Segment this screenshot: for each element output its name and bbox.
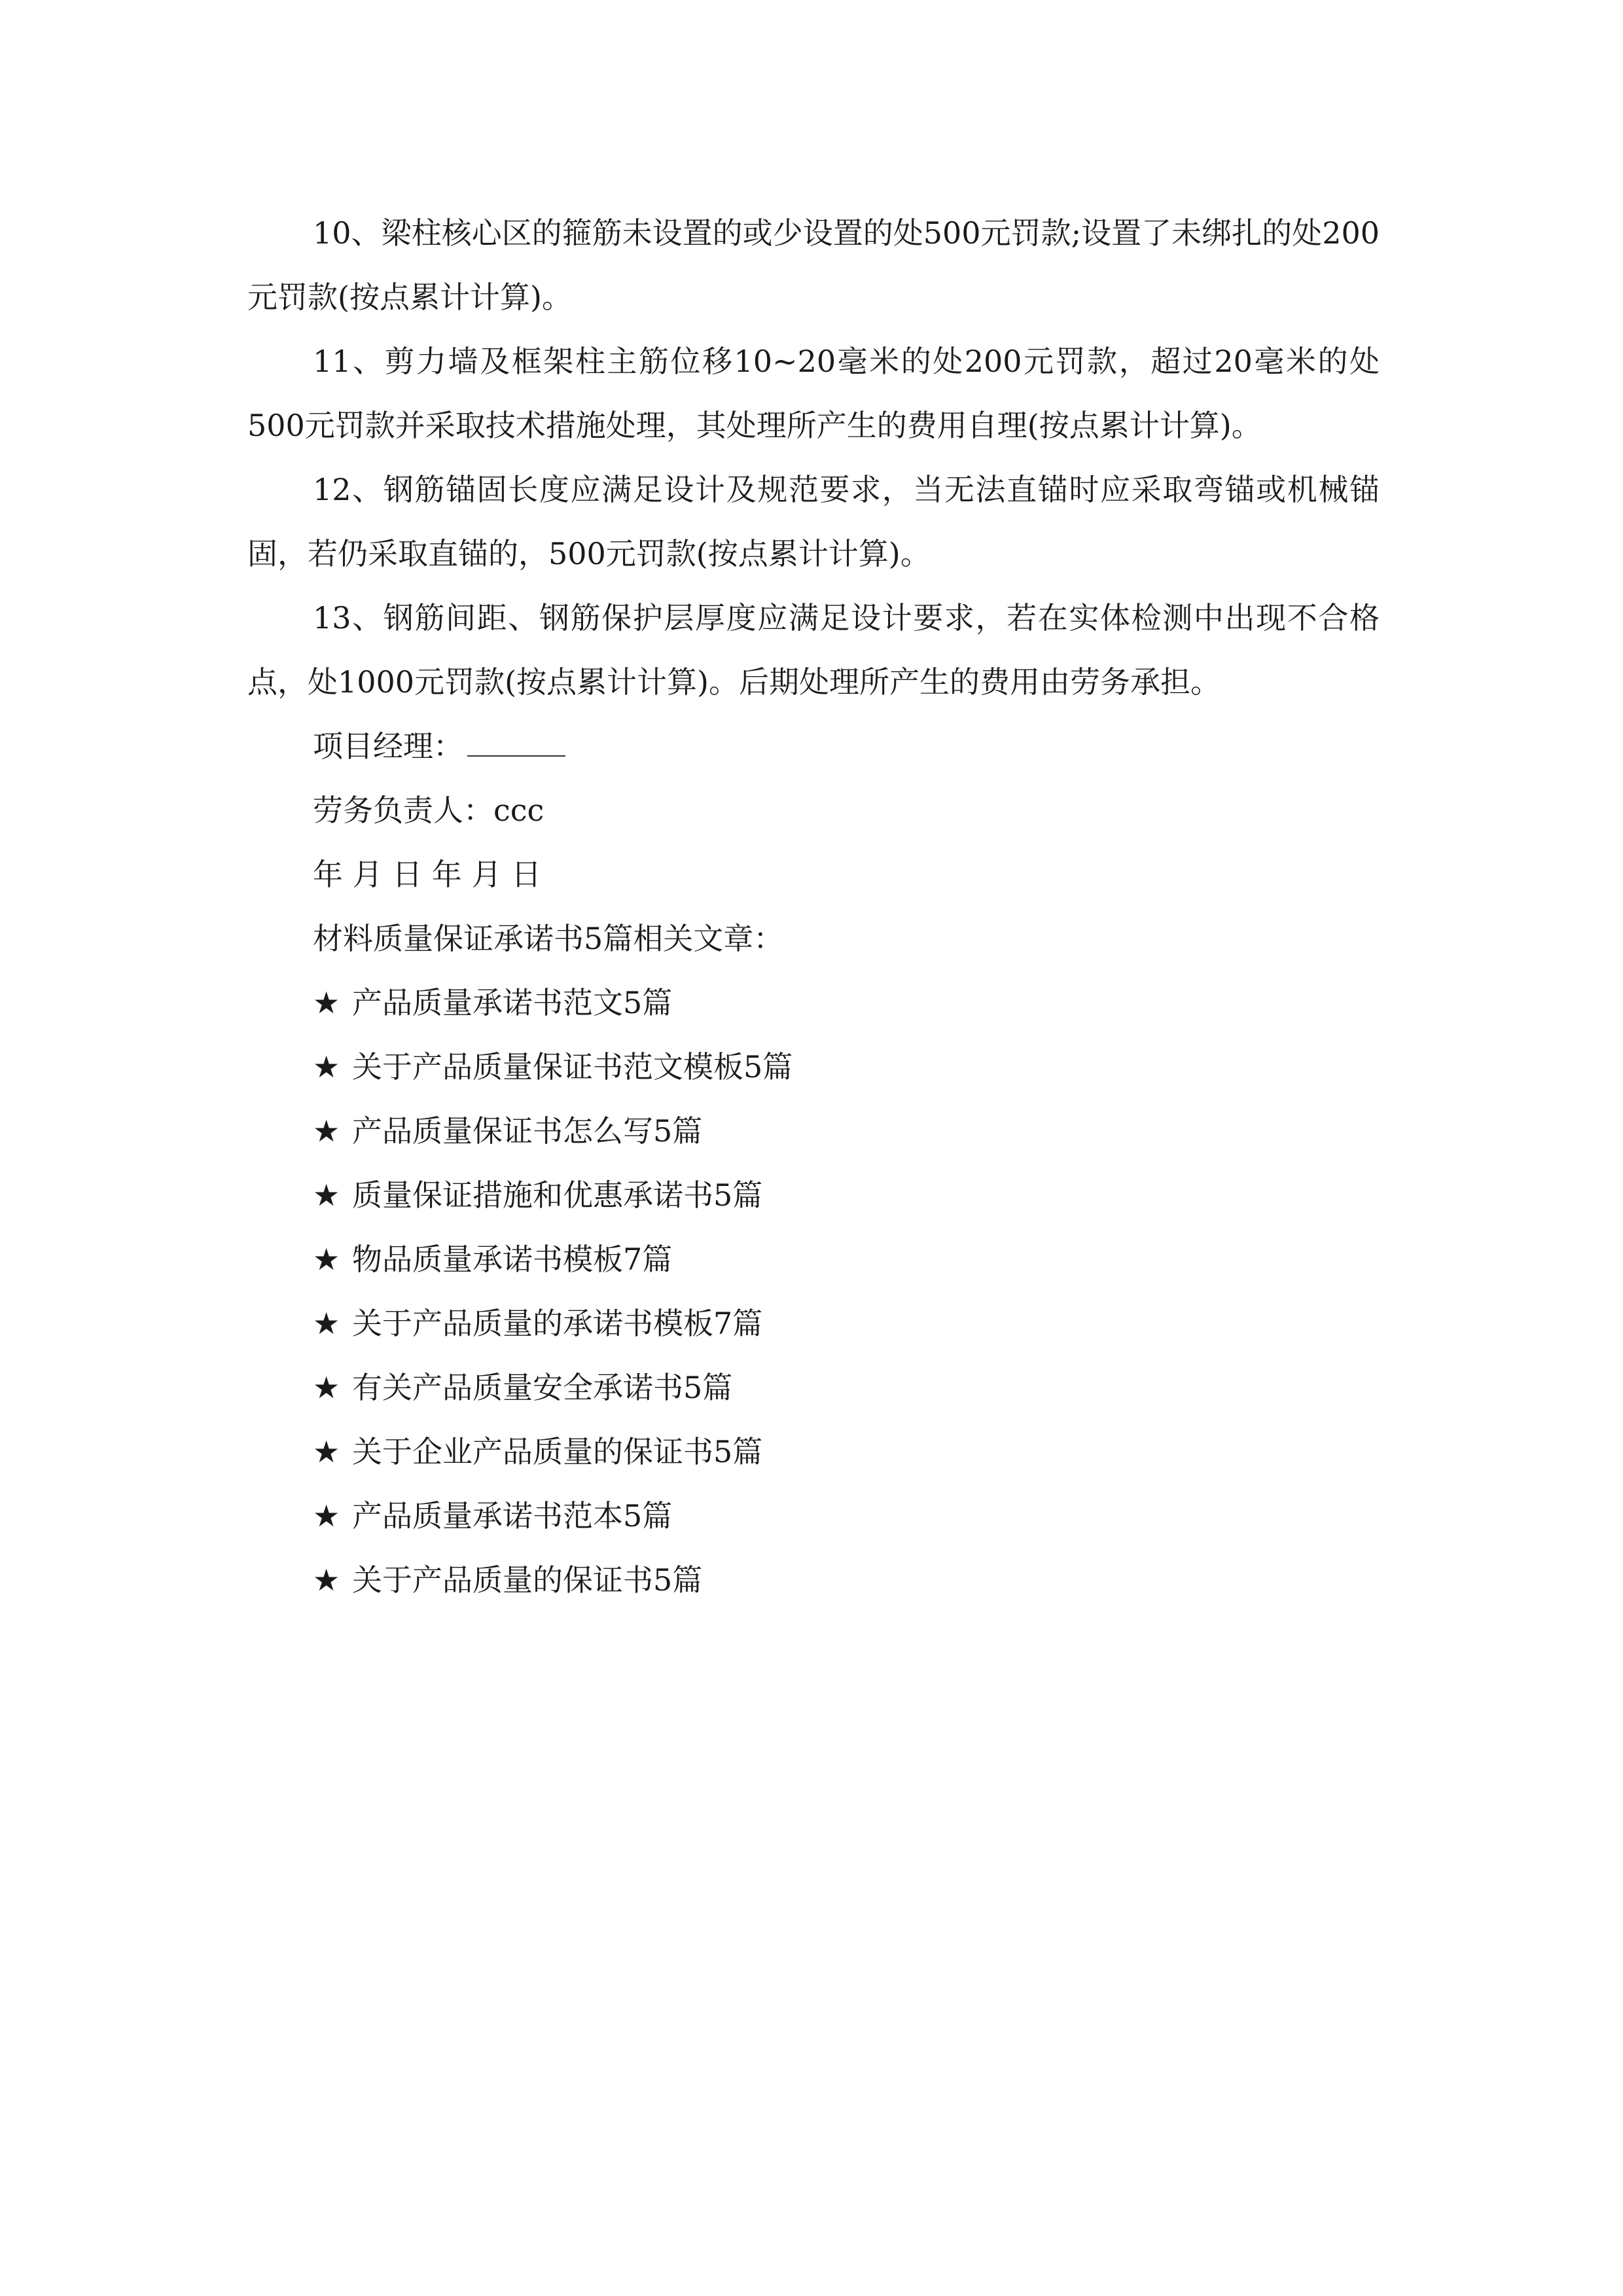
project-manager-blank (467, 729, 565, 757)
clause-10: 10、梁柱核心区的箍筋未设置的或少设置的处500元罚款;设置了未绑扎的处200元罚款(按点累计计算)。 (247, 215, 1380, 315)
related-article-link[interactable] (247, 1227, 1380, 1291)
related-article-title: 关于产品质量保证书范文模板5篇 (352, 1049, 793, 1085)
related-article-link[interactable] (247, 1099, 1380, 1163)
related-article-title: 关于企业产品质量的保证书5篇 (352, 1434, 763, 1469)
related-article-link[interactable] (247, 1355, 1380, 1420)
related-article-title: 产品质量承诺书范文5篇 (352, 985, 673, 1020)
related-article-link[interactable] (247, 971, 1380, 1035)
star-icon: ★ (313, 1113, 340, 1149)
star-icon: ★ (313, 1177, 340, 1213)
clause-13: 13、钢筋间距、钢筋保护层厚度应满足设计要求，若在实体检测中出现不合格点，处1000元罚款(按点累计计算)。后期处理所产生的费用由劳务承担。 (247, 600, 1380, 700)
related-article-title: 有关产品质量安全承诺书5篇 (352, 1370, 733, 1405)
related-article-link[interactable] (247, 1291, 1380, 1355)
star-icon: ★ (313, 1370, 340, 1405)
related-article-title: 产品质量保证书怎么写5篇 (352, 1113, 703, 1149)
star-icon: ★ (313, 985, 340, 1020)
related-heading: 材料质量保证承诺书5篇相关文章： (313, 921, 784, 956)
related-article-title: 产品质量承诺书范本5篇 (352, 1498, 673, 1534)
related-article-link[interactable] (247, 1484, 1380, 1548)
project-manager-line (247, 714, 1380, 778)
star-icon: ★ (313, 1242, 340, 1277)
related-article-link[interactable] (247, 1035, 1380, 1099)
star-icon: ★ (313, 1306, 340, 1341)
related-article-link[interactable] (247, 1163, 1380, 1227)
related-article-title: 物品质量承诺书模板7篇 (352, 1242, 673, 1277)
star-icon: ★ (313, 1498, 340, 1534)
related-article-link[interactable] (247, 1548, 1380, 1612)
clause-12: 12、钢筋锚固长度应满足设计及规范要求，当无法直锚时应采取弯锚或机械锚固，若仍采取直锚的，500元罚款(按点累计计算)。 (247, 472, 1380, 571)
date-line: 年 月 日 年 月 日 (313, 857, 542, 892)
related-article-title: 关于产品质量的保证书5篇 (352, 1562, 703, 1598)
document-body (247, 201, 1380, 1612)
related-article-title: 关于产品质量的承诺书模板7篇 (352, 1306, 763, 1341)
project-manager-label: 项目经理： (313, 728, 463, 764)
star-icon: ★ (313, 1049, 340, 1085)
related-article-title: 质量保证措施和优惠承诺书5篇 (352, 1177, 763, 1213)
clause-11: 11、剪力墙及框架柱主筋位移10~20毫米的处200元罚款，超过20毫米的处500元罚款并采取技术措施处理，其处理所产生的费用自理(按点累计计算)。 (247, 344, 1380, 443)
related-article-link[interactable] (247, 1420, 1380, 1484)
star-icon: ★ (313, 1562, 340, 1598)
star-icon: ★ (313, 1434, 340, 1469)
labor-lead-line: 劳务负责人：ccc (313, 793, 544, 828)
related-articles-list (247, 971, 1380, 1612)
